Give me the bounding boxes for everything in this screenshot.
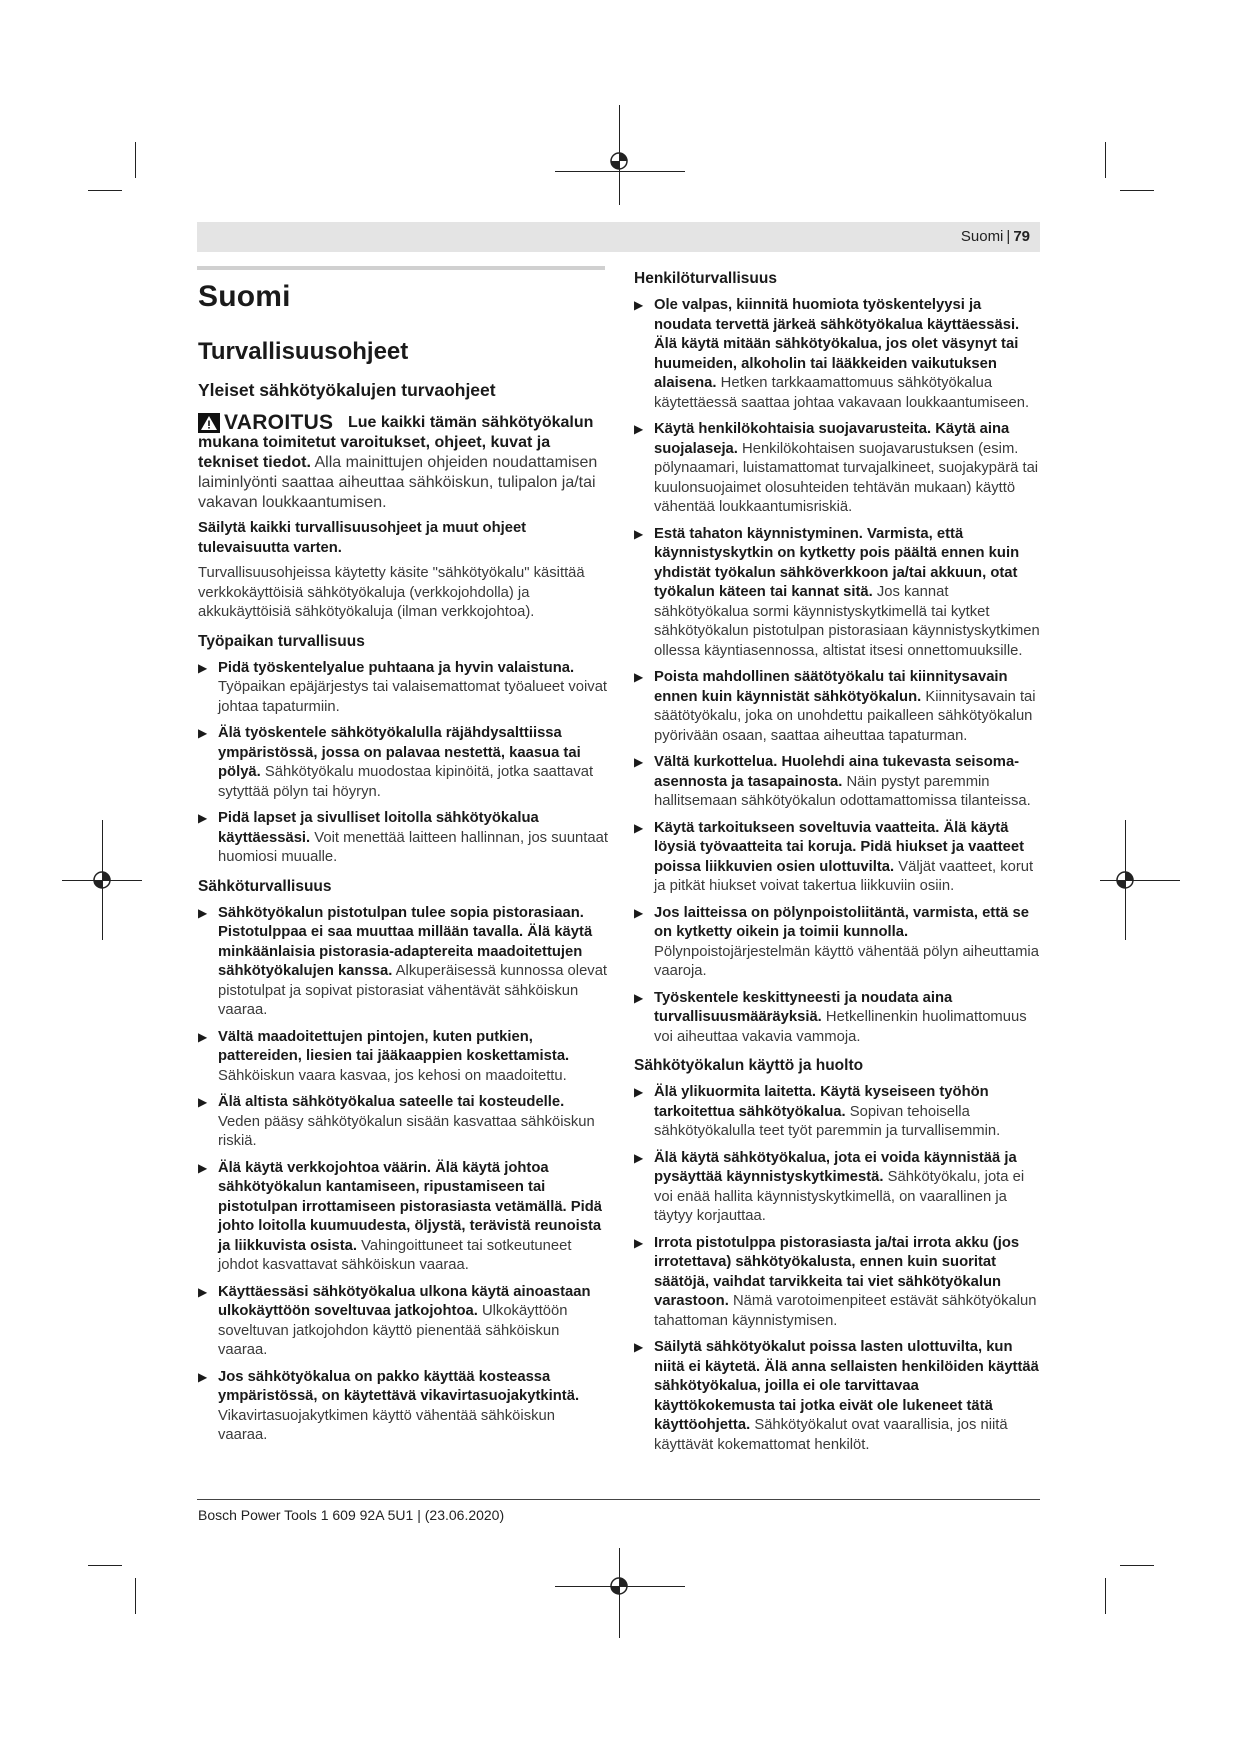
list-item: ▶ Käytä henkilökohtaisia suojavarusteita. Käytä aina suojalaseja. Henkilökohtaisen suojavarustuksen (esim. pölynaamari, luistamattomat turvajalkineet, suojakypärä tai kuulonsuojaimet olosuhteiden tehtävän mukaan) käyttö vähentää loukkaantumisriskiä. [634,421,1039,515]
left-column [198,270,608,1453]
crop-mark [1105,142,1106,178]
list-item: ▶ Työskentele keskittyneesti ja noudata aina turvallisuusmääräyksiä. Hetkellinenkin huolimattomuus voi aiheuttaa vakavia vammoja. [634,989,1027,1045]
list-item: ▶ Vältä maadoitettujen pintojen, kuten putkien, pattereiden, liesien tai jääkaappien koskettamista. Sähköiskun vaara kasvaa, jos kehosi on maadoitettu. [198,1028,570,1084]
section-heading: Sähköturvallisuus [198,877,332,895]
section-title: Turvallisuusohjeet [198,338,409,365]
section-heading: Henkilöturvallisuus [634,270,777,287]
list-item: ▶ Käyttäessäsi sähkötyökalua ulkona käytä ainoastaan ulkokäyttöön soveltuvaa jatkojohtoa. Ulkokäyttöön soveltuvan jatkojohdon käyttö pienentää sähköiskun vaaraa. [198,1283,591,1358]
warning-intro-bold: Lue kaikki tämän sähkötyökalun mukana toimitetut varoitukset, ohjeet, kuvat ja tekniset tiedot. [198,414,594,471]
warning-keep-text: Säilytä kaikki turvallisuusohjeet ja muut ohjeet tulevaisuutta varten. [198,520,527,556]
registration-mark-icon [1115,870,1135,890]
page-footer: Bosch Power Tools 1 609 92A 5U1 | (23.06.2020) [198,1507,505,1523]
right-column [634,270,1042,1462]
crop-mark [1120,190,1154,191]
list-item: ▶ Älä ylikuormita laitetta. Käytä kyseiseen työhön tarkoitettua sähkötyökalua. Sopivan tehoisella sähkötyökalulla teet työt paremmin ja turvallisemmin. [634,1084,1001,1139]
list-item: ▶ Vältä kurkottelua. Huolehdi aina tukevasta seisoma-asennosta ja tasapainosta. Näin pystyt paremmin hallitsemaan sähkötyökalun odottamattomissa tilanteissa. [634,754,1031,809]
list-item: ▶ Pidä lapset ja sivulliset loitolla sähkötyökalua käyttäessäsi. Voit menettää laitteen hallinnan, jos suuntaat huomiosi muualle. [198,810,608,865]
warning-intro-text: Alla mainittujen ohjeiden noudattamisen laiminlyönti saattaa aiheuttaa sähköiskun, tulipalon ja/tai vakavan loukkaantumisen. [198,454,598,511]
list-item: ▶ Estä tahaton käynnistyminen. Varmista, että käynnistyskytkin on kytketty pois päältä ennen kuin yhdistät työkalun sähköverkkoon ja/tai akkuun, otat työkalun käteen tai kannat sitä. Jos kannat sähkötyökalua sormi käynnistyskytkimellä tai kytket sähkötyökalun pistotulpan pistorasiaan käynnistyskytkimen ollessa käyntiasennossa, altistat itsesi onnettomuuksille. [634,525,1040,659]
crop-mark [135,1578,136,1614]
warning-definition: Turvallisuusohjeissa käytetty käsite "sähkötyökalu" käsittää verkkokäyttöisiä sähkötyökaluja (verkkojohdolla) ja akkukäyttöisiä sähkötyökaluja (ilman verkkojohtoa). [198,565,585,620]
page-header-text: Suomi | 79 [960,228,1030,245]
warning-block [198,413,608,513]
list-item: ▶ Ole valpas, kiinnitä huomiota työskentelyysi ja noudata tervettä järkeä sähkötyökalua käyttäessäsi. Älä käytä mitään sähkötyökalua, jos olet väsynyt tai huumeiden, alkoholin tai lääkkeiden vaikutuksen alaisena. Hetken tarkkaamattomuus sähkötyökalua käytettäessä saattaa johtaa vakavaan loukkaantumiseen. [634,297,1030,411]
crop-mark [135,142,136,178]
header-section: Suomi [960,228,1004,245]
safety-list [198,904,608,1446]
section-heading: Sähkötyökalun käyttö ja huolto [634,1057,864,1074]
list-item: ▶ Säilytä sähkötyökalut poissa lasten ulottuvilta, kun niitä ei käytetä. Älä anna sellaisten henkilöiden käyttää sähkötyökalua, joilla ei ole tarvittavaa käyttökokemusta tai jotka eivät ole lukeneet tätä käyttöohjetta. Sähkötyökalut ovat vaarallisia, jos niitä käyttävät kokemattomat henkilöt. [634,1339,1039,1453]
safety-list [198,659,608,868]
list-item: ▶ Älä käytä sähkötyökalua, jota ei voida käynnistää ja pysäyttää käynnistyskytkimestä. Sähkötyökalu, jota ei voi enää hallita käynnistyskytkimellä, on vaarallinen ja täytyy korjauttaa. [634,1149,1025,1224]
safety-list [634,296,1042,1047]
warning-label-text: VAROITUS [224,411,334,434]
list-item: ▶ Älä altista sähkötyökalua sateelle tai kosteudelle. Veden pääsy sähkötyökalun sisään kasvattaa sähköiskun riskiä. [198,1094,595,1149]
footer-divider [197,1499,1040,1500]
crop-mark [88,1565,122,1566]
page-header [197,222,1040,252]
page-number: 79 [1013,228,1030,245]
list-item: ▶ Sähkötyökalun pistotulpan tulee sopia pistorasiaan. Pistotulppaa ei saa muuttaa millään tavalla. Älä käytä minkäänlaisia pistorasia-adaptereita maadoitettujen sähkötyökalujen kanssa. Alkuperäisessä kunnossa olevat pistotulpat ja sopivat pistorasiat vähentävät sähköiskun vaaraa. [198,904,608,1018]
list-item: ▶ Irrota pistotulppa pistorasiasta ja/tai irrota akku (jos irrotettava) sähkötyökalusta, ennen kuin suoritat säätöjä, vaihdat tarvikkeita tai viet sähkötyökalun varastoon. Nämä varotoimenpiteet estävät sähkötyökalun tahattoman käynnistymisen. [634,1234,1037,1329]
registration-mark-icon [609,1576,629,1596]
section-heading: Työpaikan turvallisuus [198,632,365,650]
list-item: ▶ Poista mahdollinen säätötyökalu tai kiinnitysavain ennen kuin käynnistät sähkötyökalun. Kiinnitysavain tai säätötyökalu, joka on unohdettu paikalleen sähkötyökalun pyörivään osaan, saattaa aiheuttaa tapaturman. [634,669,1036,744]
crop-mark [1100,880,1180,881]
list-item: ▶ Älä työskentele sähkötyökalulla räjähdysalttiissa ympäristössä, jossa on palavaa nestettä, kaasua tai pölyä. Sähkötyökalu muodostaa kipinöitä, jotka saattavat sytyttää pölyn tai höyryn. [198,725,594,800]
list-item: ▶ Jos sähkötyökalua on pakko käyttää kosteassa ympäristössä, on käytettävä vikavirtasuojakytkintä. Vikavirtasuojakytkimen käyttö vähentää sähköiskun vaaraa. [198,1368,580,1443]
safety-list [634,1083,1042,1455]
list-item: ▶ Pidä työskentelyalue puhtaana ja hyvin valaistuna. Työpaikan epäjärjestys tai valaisemattomat työalueet voivat johtaa tapaturmiin. [198,659,608,715]
crop-mark [88,190,122,191]
language-title: Suomi [198,280,291,313]
registration-mark-icon [92,870,112,890]
warning-triangle-icon [198,413,220,433]
crop-mark [1120,1565,1154,1566]
crop-mark [1105,1578,1106,1614]
subsection-title: Yleiset sähkötyökalujen turvaohjeet [198,380,496,400]
list-item: ▶ Jos laitteissa on pölynpoistoliitäntä, varmista, että se on kytketty oikein ja toimii kunnolla. Pölynpoistojärjestelmän käyttö vähentää pölyn aiheuttamia vaaroja. [634,904,1039,979]
list-item: ▶ Käytä tarkoitukseen soveltuvia vaatteita. Älä käytä löysiä työvaatteita tai koruja. Pidä hiukset ja vaatteet poissa liikkuvien osien ulottuvilta. Väljät vaatteet, korut ja pitkät hiukset voivat takertua liikkuviin osiin. [634,819,1034,894]
crop-mark [555,171,685,172]
warning-label [198,413,348,433]
registration-mark-icon [609,151,629,171]
list-item: ▶ Älä käytä verkkojohtoa väärin. Älä käytä johtoa sähkötyökalun kantamiseen, ripustamiseen tai pistotulpan irrottamiseen pistorasiasta vetämällä. Pidä johto loitolla kuumuudesta, öljystä, terävistä reunoista ja liikkuvista osista. Vahingoittuneet tai sotkeutuneet johdot kasvattavat sähköiskun vaaraa. [198,1159,603,1273]
